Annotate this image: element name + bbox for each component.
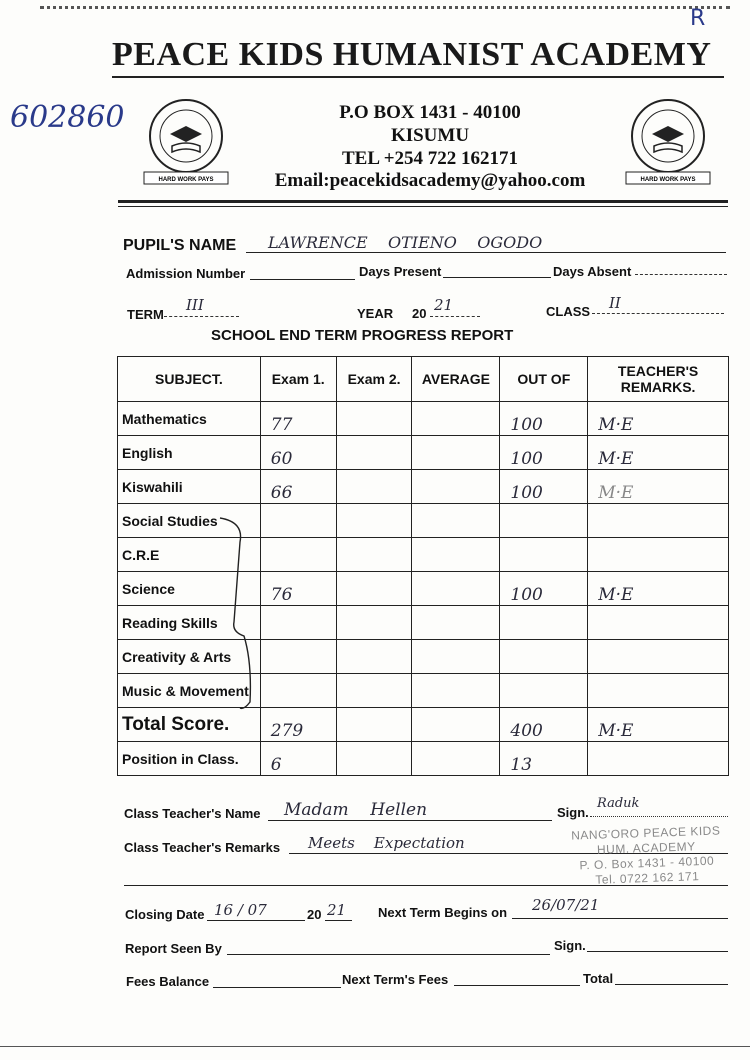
closing-year-line <box>325 920 352 921</box>
year-value: 21 <box>434 296 454 314</box>
out-of-cell: 100 <box>500 470 588 504</box>
pupil-name-value: LAWRENCE OTIENO OGODO <box>268 233 543 252</box>
position-average <box>412 742 500 776</box>
average-cell <box>412 504 500 538</box>
scan-top-dots <box>40 6 730 23</box>
class-line <box>592 313 724 314</box>
exam1-cell <box>260 504 336 538</box>
report-seen-by-label: Report Seen By <box>125 941 222 956</box>
exam1-cell: 77 <box>260 402 336 436</box>
fees-balance-label: Fees Balance <box>126 974 210 989</box>
fees-balance-line <box>213 987 341 988</box>
exam1-cell <box>260 538 336 572</box>
school-name: PEACE KIDS HUMANIST ACADEMY <box>112 36 712 73</box>
header-rule-2 <box>118 206 728 207</box>
subject-cell: Mathematics <box>118 402 261 436</box>
year-line <box>430 316 480 317</box>
position-exam2 <box>336 742 412 776</box>
average-cell <box>412 470 500 504</box>
remarks-cell: M·E <box>588 436 729 470</box>
position-label: Position in Class. <box>118 742 261 776</box>
closing-year-value: 21 <box>327 901 347 919</box>
stamp-line-2: HUM. ACADEMY <box>596 839 696 857</box>
next-term-value: 26/07/21 <box>532 896 600 914</box>
table-row <box>118 402 729 436</box>
teacher-remarks-value: Meets Expectation <box>308 834 465 852</box>
remarks-cell <box>588 674 729 708</box>
address-email: Email:peacekidsacademy@yahoo.com <box>274 170 586 191</box>
exam2-cell <box>336 504 412 538</box>
header-exam2: Exam 2. <box>336 357 412 402</box>
position-exam1: 6 <box>260 742 336 776</box>
exam2-cell <box>336 470 412 504</box>
header-remarks: TEACHER'S REMARKS. <box>588 357 729 402</box>
term-label: TERM <box>127 307 164 322</box>
out-of-cell: 100 <box>500 402 588 436</box>
total-average <box>412 708 500 742</box>
position-out-of: 13 <box>500 742 588 776</box>
address-box: P.O BOX 1431 - 40100 <box>339 102 521 123</box>
report-title: SCHOOL END TERM PROGRESS REPORT <box>211 327 514 344</box>
total-row <box>118 708 729 742</box>
total-exam2 <box>336 708 412 742</box>
header-subject: SUBJECT. <box>118 357 261 402</box>
subject-cell: Creativity & Arts <box>118 640 261 674</box>
year-prefix: 20 <box>412 306 427 321</box>
next-fees-line <box>454 985 580 986</box>
scan-bottom-edge <box>0 1046 750 1047</box>
out-of-cell <box>500 640 588 674</box>
remarks-cell <box>588 538 729 572</box>
class-label: CLASS <box>546 304 591 319</box>
position-remarks <box>588 742 729 776</box>
table-row <box>118 470 729 504</box>
admission-label: Admission Number <box>126 266 246 281</box>
subject-cell: C.R.E <box>118 538 261 572</box>
admission-line <box>250 279 355 280</box>
pupil-name-line <box>246 252 726 253</box>
position-row <box>118 742 729 776</box>
class-value: II <box>609 294 621 312</box>
exam2-cell <box>336 436 412 470</box>
remarks-cell: M·E <box>588 402 729 436</box>
exam2-cell <box>336 674 412 708</box>
exam1-cell: 60 <box>260 436 336 470</box>
term-value: III <box>186 296 204 314</box>
pupil-name-label: PUPIL'S NAME <box>123 237 237 254</box>
next-term-label: Next Term Begins on <box>378 905 508 920</box>
school-stamp <box>571 823 722 888</box>
average-cell <box>412 538 500 572</box>
exam2-cell <box>336 640 412 674</box>
handwritten-bracket <box>200 512 260 712</box>
stamp-line-4: Tel. 0722 162 171 <box>595 869 700 887</box>
out-of-cell <box>500 606 588 640</box>
logo-motto-left: HARD WORK PAYS <box>158 177 214 183</box>
header-rule-1 <box>118 200 728 203</box>
school-logo-left <box>140 96 232 188</box>
exam2-cell <box>336 538 412 572</box>
exam1-cell <box>260 606 336 640</box>
closing-date-line <box>207 920 305 921</box>
header-average: AVERAGE <box>412 357 500 402</box>
address-town: KISUMU <box>390 125 470 146</box>
table-row <box>118 436 729 470</box>
exam1-cell <box>260 640 336 674</box>
sign-value: Raduk <box>597 796 640 811</box>
sign2-label: Sign. <box>554 938 586 953</box>
average-cell <box>412 674 500 708</box>
year-label: YEAR <box>357 306 394 321</box>
sign-line <box>590 816 728 817</box>
exam1-cell: 76 <box>260 572 336 606</box>
table-header-row <box>118 357 729 402</box>
days-absent-label: Days Absent <box>553 264 632 279</box>
days-present-label: Days Present <box>359 264 442 279</box>
next-fees-label: Next Term's Fees <box>342 972 449 987</box>
closing-date-value: 16 / 07 <box>214 901 267 919</box>
out-of-cell <box>500 504 588 538</box>
days-absent-line <box>635 274 727 275</box>
days-present-line <box>443 277 551 278</box>
remarks-cell <box>588 606 729 640</box>
out-of-cell: 100 <box>500 436 588 470</box>
teacher-remarks-label: Class Teacher's Remarks <box>124 840 281 855</box>
average-cell <box>412 572 500 606</box>
remarks-cell: M·E <box>588 470 729 504</box>
total-label: Total Score. <box>118 708 261 742</box>
average-cell <box>412 640 500 674</box>
teacher-name-value: Madam Hellen <box>284 800 428 820</box>
subject-cell: Music & Movement <box>118 674 261 708</box>
remarks-cell: M·E <box>588 572 729 606</box>
total-out-of: 400 <box>500 708 588 742</box>
total-remarks: M·E <box>588 708 729 742</box>
teacher-name-line <box>268 820 552 821</box>
remarks-cell <box>588 504 729 538</box>
sign2-line <box>587 951 728 952</box>
remarks-cell <box>588 640 729 674</box>
handwritten-reference-number: 602860 <box>10 100 125 135</box>
out-of-cell <box>500 538 588 572</box>
exam2-cell <box>336 402 412 436</box>
subject-cell: English <box>118 436 261 470</box>
title-underline <box>112 76 724 78</box>
subject-cell: Kiswahili <box>118 470 261 504</box>
subject-cell: Science <box>118 572 261 606</box>
total-label: Total <box>583 971 614 986</box>
exam1-cell: 66 <box>260 470 336 504</box>
stamp-line-3: P. O. Box 1431 - 40100 <box>579 853 715 873</box>
closing-date-label: Closing Date <box>125 907 205 922</box>
out-of-cell: 100 <box>500 572 588 606</box>
header-exam1: Exam 1. <box>260 357 336 402</box>
term-line <box>164 316 239 317</box>
teacher-name-label: Class Teacher's Name <box>124 806 261 821</box>
logo-motto-right: HARD WORK PAYS <box>640 177 696 183</box>
exam1-cell <box>260 674 336 708</box>
exam2-cell <box>336 572 412 606</box>
average-cell <box>412 402 500 436</box>
total-exam1: 279 <box>260 708 336 742</box>
next-term-line <box>512 918 728 919</box>
total-line <box>615 984 728 985</box>
corner-mark: R <box>690 6 706 31</box>
address-phone: TEL +254 722 162171 <box>341 148 519 169</box>
sign-label: Sign. <box>557 805 589 820</box>
subject-cell: Reading Skills <box>118 606 261 640</box>
average-cell <box>412 606 500 640</box>
closing-year-prefix: 20 <box>307 907 322 922</box>
header-out-of: OUT OF <box>500 357 588 402</box>
exam2-cell <box>336 606 412 640</box>
subject-cell: Social Studies <box>118 504 261 538</box>
out-of-cell <box>500 674 588 708</box>
stamp-line-1: NANG'ORO PEACE KIDS <box>570 823 721 843</box>
average-cell <box>412 436 500 470</box>
report-seen-by-line <box>227 954 550 955</box>
school-logo-right <box>622 96 714 188</box>
